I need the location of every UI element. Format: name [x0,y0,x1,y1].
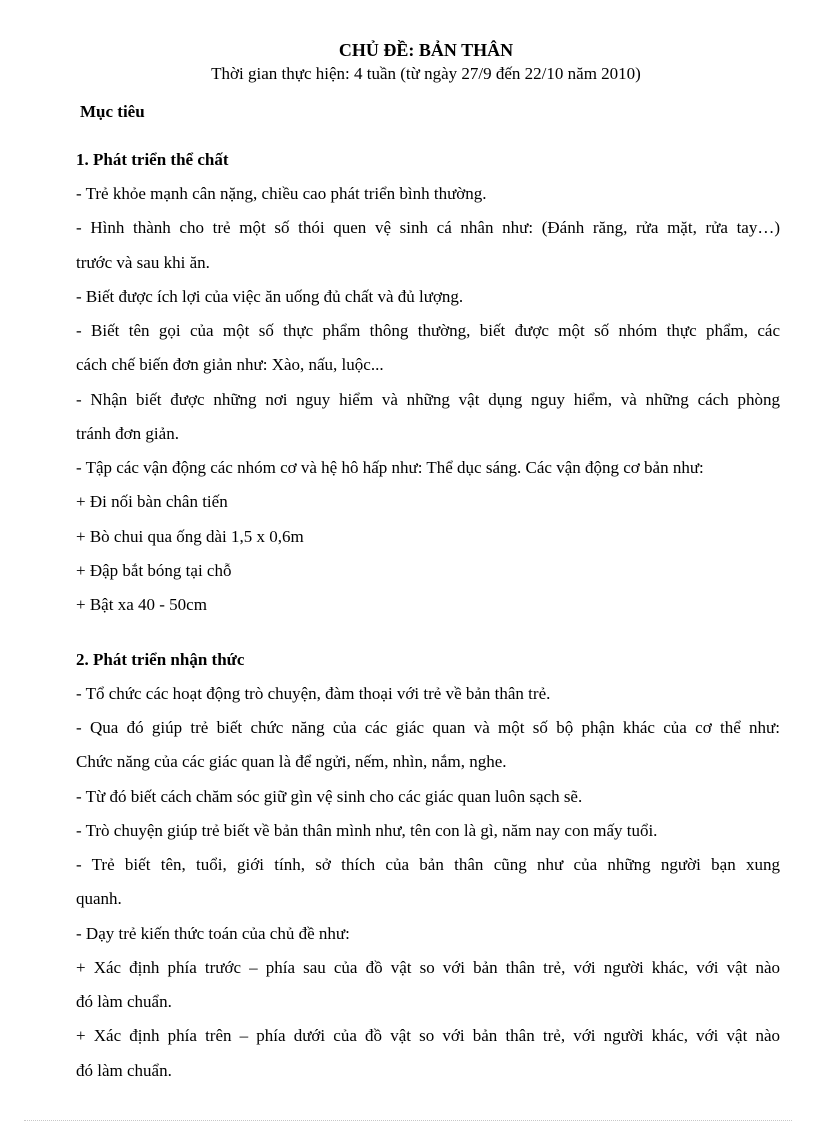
list-item: đó làm chuẩn. [76,992,172,1011]
paragraph-line: trước và sau khi ăn. [76,253,210,272]
objectives-heading: Mục tiêu [80,102,145,121]
paragraph-line: - Trò chuyện giúp trẻ biết về bản thân mình như, tên con là gì, năm nay con mấy tuổi. [76,821,658,840]
section-heading-cognitive: 2. Phát triển nhận thức [76,650,245,669]
list-item: + Xác định phía trên – phía dưới của đồ vật so với bản thân trẻ, với người khác, với vật nào [76,1026,780,1045]
paragraph-line: quanh. [76,889,122,908]
list-item: + Xác định phía trước – phía sau của đồ vật so với bản thân trẻ, với người khác, với vật nào [76,958,780,977]
paragraph-line: - Qua đó giúp trẻ biết chức năng của các giác quan và một số bộ phận khác của cơ thể như: [76,718,780,737]
list-item: + Đi nối bàn chân tiến [76,492,228,511]
paragraph-line: - Biết tên gọi của một số thực phẩm thông thường, biết được một số nhóm thực phẩm, các [76,321,780,340]
document-subtitle: Thời gian thực hiện: 4 tuần (từ ngày 27/9 đến 22/10 năm 2010) [211,64,641,83]
list-item: + Bật xa 40 - 50cm [76,595,207,614]
list-item: + Đập bắt bóng tại chỗ [76,561,232,580]
paragraph-line: cách chế biến đơn giản như: Xào, nấu, luộc... [76,355,384,374]
paragraph-line: - Tập các vận động các nhóm cơ và hệ hô hấp như: Thể dục sáng. Các vận động cơ bản như: [76,458,704,477]
paragraph-line: - Trẻ khỏe mạnh cân nặng, chiều cao phát triển bình thường. [76,184,487,203]
paragraph-line: - Dạy trẻ kiến thức toán của chủ đề như: [76,924,350,943]
paragraph-line: - Trẻ biết tên, tuổi, giới tính, sở thích của bản thân cũng như của những người bạn xung [76,855,780,874]
paragraph-line: - Từ đó biết cách chăm sóc giữ gìn vệ sinh cho các giác quan luôn sạch sẽ. [76,787,583,806]
list-item: đó làm chuẩn. [76,1061,172,1080]
page-bottom-rule [24,1120,792,1121]
list-item: + Bò chui qua ống dài 1,5 x 0,6m [76,527,304,546]
paragraph-line: - Nhận biết được những nơi nguy hiểm và những vật dụng nguy hiểm, và những cách phòng [76,390,780,409]
document-title: CHỦ ĐỀ: BẢN THÂN [338,40,514,60]
paragraph-line: Chức năng của các giác quan là để ngửi, nếm, nhìn, nắm, nghe. [76,752,507,771]
paragraph-line: tránh đơn giản. [76,424,179,443]
section-heading-physical: 1. Phát triển thể chất [76,150,229,169]
paragraph-line: - Biết được ích lợi của việc ăn uống đủ chất và đủ lượng. [76,287,464,306]
paragraph-line: - Hình thành cho trẻ một số thói quen vệ sinh cá nhân như: (Đánh răng, rửa mặt, rửa tay…) [76,218,780,237]
paragraph-line: - Tổ chức các hoạt động trò chuyện, đàm thoại với trẻ về bản thân trẻ. [76,684,551,703]
